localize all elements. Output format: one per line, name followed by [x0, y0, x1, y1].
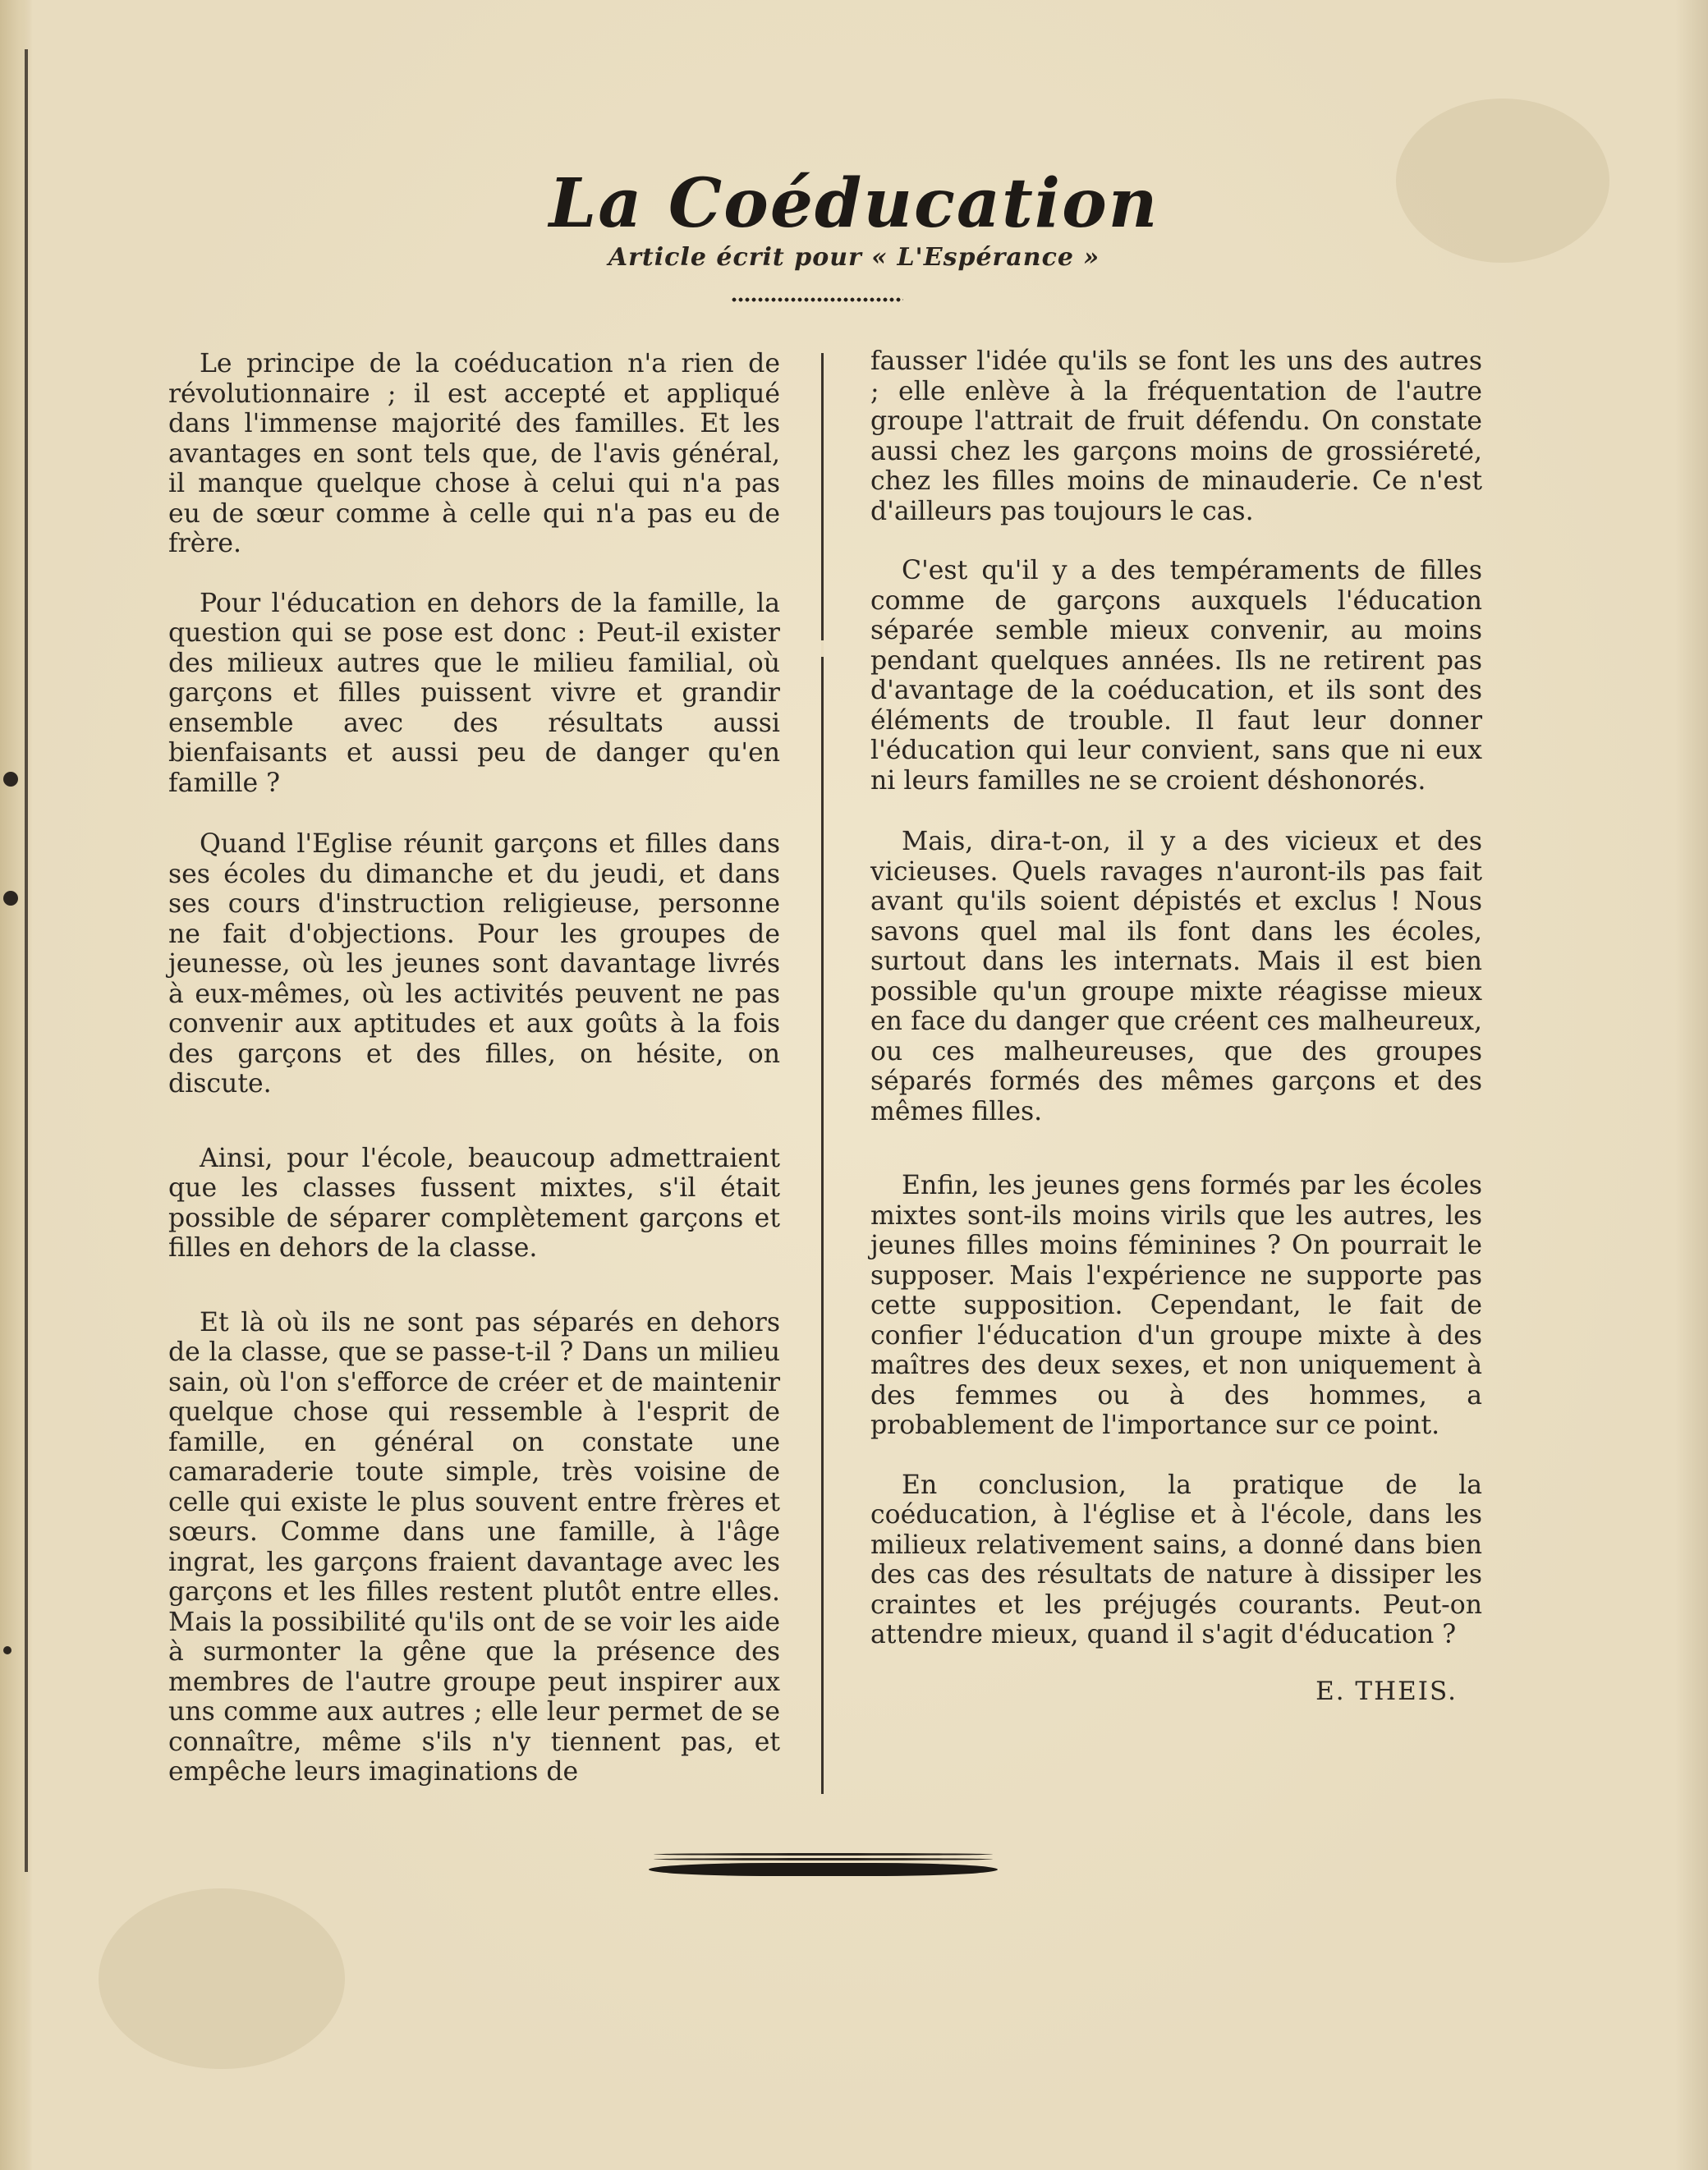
paragraph: Enfin, les jeunes gens formés par les écoles mixtes sont-ils moins virils que les autres, les jeunes filles moins féminines ? On pourrait le supposer. Mais l'expérience ne supporte pas cette supposition. Cependant, le fait de confier l'éducation d'un groupe mixte à des maîtres des deux sexes, et non uniquement à des femmes ou à des hommes, a probablement de l'importance sur ce point. — [870, 1171, 1482, 1440]
paragraph: Ainsi, pour l'école, beaucoup admettraient que les classes fussent mixtes, s'il était possible de séparer complètement garçons et filles en dehors de la classe. — [168, 1143, 780, 1263]
left-column — [168, 349, 780, 1818]
paragraph: En conclusion, la pratique de la coéducation, à l'église et à l'école, dans les milieux relativement sains, a donné dans bien des cas des résultats de nature à dissiper les craintes et les préjugés courants. Peut-on attendre mieux, quand il s'agit d'éducation ? — [870, 1470, 1482, 1649]
closing-ornament — [649, 1851, 998, 1881]
paper-stain — [99, 1888, 345, 2069]
ornament-line — [654, 1858, 993, 1860]
paragraph: C'est qu'il y a des tempéraments de filles comme de garçons auxquels l'éducation séparée semble mieux convenir, au moins pendant quelques années. Ils ne retirent pas d'avantage de la coéducation, et ils sont des éléments de trouble. Il faut leur donner l'éducation qui leur convient, sans que ni eux ni leurs familles ne se croient déshonorés. — [870, 556, 1482, 796]
column-divider — [821, 353, 824, 1794]
paragraph: Quand l'Eglise réunit garçons et filles dans ses écoles du dimanche et du jeudi, et dans ses cours d'instruction religieuse, personne ne fait d'objections. Pour les groupes de jeunesse, où les jeunes sont davantage livrés à eux-mêmes, où les activités peuvent ne pas convenir aux aptitudes et aux goûts à la fois des garçons et des filles, on hésite, on discute. — [168, 829, 780, 1099]
right-column — [870, 346, 1482, 1706]
paragraph: Et là où ils ne sont pas séparés en dehors de la classe, que se passe-t-il ? Dans un milieu sain, où l'on s'efforce de créer et de maintenir quelque chose qui ressemble à l'esprit de famille, en général on constate une camaraderie toute simple, très voisine de celle qui existe le plus souvent entre frères et sœurs. Comme dans une famille, à l'âge ingrat, les garçons fraient davantage avec les garçons et les filles restent plutôt entre elles. Mais la possibilité qu'ils ont de se voir les aide à surmonter la gêne que la présence des membres de l'autre groupe peut inspirer aux uns comme aux autres ; elle leur permet de se connaître, même s'ils n'y tiennent pas, et empêche leurs imaginations de — [168, 1307, 780, 1787]
ornament-line — [654, 1853, 993, 1856]
binding-hole — [3, 891, 18, 906]
binding-hole — [3, 1646, 11, 1654]
paragraph: fausser l'idée qu'ils se font les uns des autres ; elle enlève à la fréquentation de l'autre groupe l'attrait de fruit défendu. On constate aussi chez les garçons moins de grossiéreté, chez les filles moins de minauderie. Ce n'est d'ailleurs pas toujours le cas. — [870, 346, 1482, 526]
paragraph: Le principe de la coéducation n'a rien de révolutionnaire ; il est accepté et appliqué dans l'immense majorité des familles. Et les avantages en sont tels que, de l'avis général, il manque quelque chose à celui qui n'a pas eu de sœur comme à celle qui n'a pas eu de frère. — [168, 349, 780, 558]
article-title: La Coéducation — [549, 164, 1159, 243]
binding-hole — [3, 772, 18, 787]
paragraph: Mais, dira-t-on, il y a des vicieux et des vicieuses. Quels ravages n'auront-ils pas fait avant qu'ils soient dépistés et exclus ! Nous savons quel mal ils font dans les écoles, surtout dans les internats. Mais il est bien possible qu'un groupe mixte réagisse mieux en face du danger que créent ces malheureux, ou ces malheureuses, que des groupes séparés formés des mêmes garçons et des mêmes filles. — [870, 827, 1482, 1126]
paragraph: Pour l'éducation en dehors de la famille, la question qui se pose est donc : Peut-il exister des milieux autres que le milieu familial, où garçons et filles puissent vivre et grandir ensemble avec des résultats aussi bienfaisants et aussi peu de danger qu'en famille ? — [168, 588, 780, 798]
column-divider-gap — [821, 640, 824, 657]
article-subtitle: Article écrit pour « L'Espérance » — [608, 243, 1100, 272]
title-dotted-divider — [731, 297, 903, 302]
page-edge — [0, 0, 33, 2170]
binding-edge-line — [25, 49, 28, 1872]
ornament-bar — [649, 1863, 998, 1876]
author-signature: E. THEIS. — [1315, 1676, 1458, 1706]
